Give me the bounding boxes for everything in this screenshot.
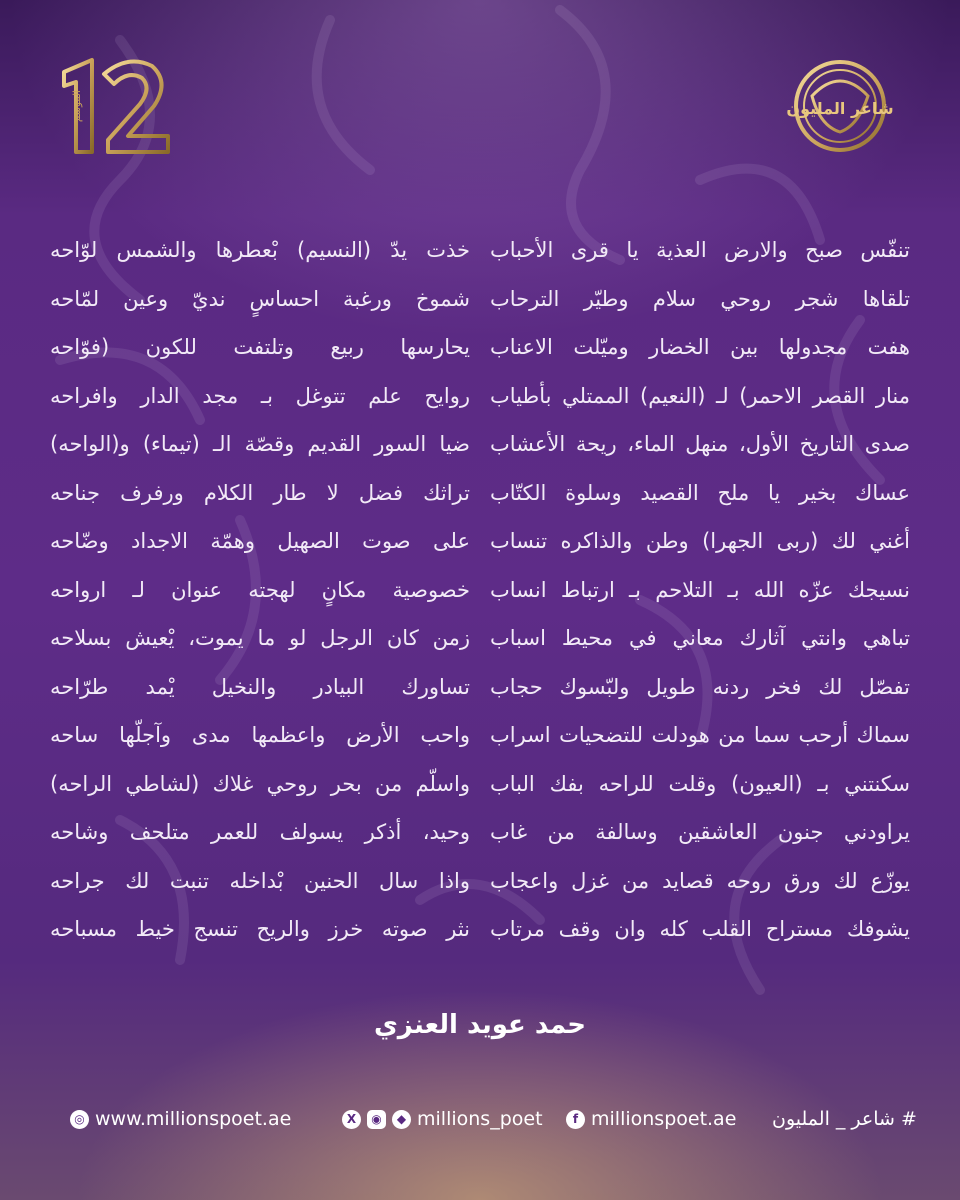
verse-line: على صوت الصهيل وهمّة الاجداد وضّاحه [50, 529, 470, 553]
verse-line: تلقاها شجر روحي سلام وطيّر الترحاب [490, 286, 910, 311]
verse-line: تباهي وانتي آثارك معاني في محيط اسباب [490, 626, 910, 650]
hashtag-text: # شاعر _ المليون [772, 1108, 917, 1130]
social-handle-text: millions_poet [417, 1108, 543, 1130]
facebook-icon: f [566, 1110, 585, 1129]
website-link[interactable] [70, 1108, 291, 1130]
season-label: الموسم [72, 90, 83, 122]
snapchat-icon: ◆ [392, 1110, 411, 1129]
verse-line: سماك أرحب سما من هودلت للتضحيات اسراب [490, 723, 910, 747]
verse-line: تنفّس صبح والارض العذية يا قرى الأحباب [490, 238, 910, 262]
verse-line: صدى التاريخ الأول، منهل الماء، ريحة الأعشاب [490, 432, 910, 456]
verse-line: تفصّل لك فخر ردنه طويل ولبّسوك حجاب [490, 674, 910, 699]
verse-line: روايح علم تتوغل بـ مجد الدار وافراحه [50, 383, 470, 408]
social-handle-link[interactable] [342, 1108, 543, 1130]
season-12-logo [58, 52, 174, 160]
verse-line: تساورك البيادر والنخيل يْمد طرّاحه [50, 674, 470, 699]
verse-line: سكنتني بـ (العيون) وقلت للراحه بفك الباب [490, 771, 910, 796]
verse-line: خذت يدّ (النسيم) بْعطرها والشمس لوّاحه [50, 238, 470, 262]
facebook-text: millionspoet.ae [591, 1108, 737, 1130]
verse-line: هفت مجدولها بين الخضار وميّلت الاعناب [490, 335, 910, 359]
verse-line: يراودني جنون العاشقين وسالفة من غاب [490, 820, 910, 844]
verse-line: ضيا السور القديم وقصّة الـ (تيماء) و(الواحه) [50, 432, 470, 456]
verse-line: يشوفك مستراح القلب كله وان وقف مرتاب [490, 917, 910, 941]
verse-line: وحيد، أذكر يسولف للعمر متلحف وشاحه [50, 820, 470, 844]
verse-line: نسيجك عزّه الله بـ التلاحم بـ ارتباط انساب [490, 577, 910, 602]
verse-line: يحارسها ربيع وتلتفت للكون (فوّاحه [50, 335, 470, 359]
verse-line: عساك بخير يا ملح القصيد وسلوة الكتّاب [490, 480, 910, 505]
verse-line: منار القصر الاحمر) لـ (النعيم) الممتلي بأطياب [490, 383, 910, 408]
verse-line: واسلّم من بحر روحي غلاك (لشاطي الراحه) [50, 771, 470, 796]
show-logo-text: شاعر المليون [786, 99, 894, 118]
poem-right-column [490, 235, 910, 963]
verse-line: خصوصية مكانٍ لهجته عنوان لـ ارواحه [50, 577, 470, 602]
verse-line: واحب الأرض واعظمها مدى وآجلّها ساحه [50, 723, 470, 747]
footer [0, 1108, 960, 1140]
verse-line: يوزّع لك ورق روحه قصايد من غزل واعجاب [490, 868, 910, 893]
globe-icon: ◎ [70, 1110, 89, 1129]
poet-name: حمد عويد العنزي [373, 1010, 587, 1040]
millions-poet-logo [782, 56, 898, 156]
verse-line: نثر صوته خرز والريح تنسج خيط مسباحه [50, 917, 470, 941]
verse-line: أغني لك (ربى الجهرا) وطن والذاكره تنساب [490, 529, 910, 553]
verse-line: تراثك فضل لا طار الكلام ورفرف جناحه [50, 480, 470, 505]
website-text: www.millionspoet.ae [95, 1108, 292, 1130]
hashtag [772, 1108, 917, 1130]
verse-line: شموخ ورغبة احساسٍ نديّ وعين لمّاحه [50, 286, 470, 311]
facebook-link[interactable] [566, 1108, 736, 1130]
verse-line: واذا سال الحنين بْداخله تنبت لك جراحه [50, 868, 470, 893]
verse-line: زمن كان الرجل لو ما يموت، يْعيش بسلاحه [50, 626, 470, 650]
x-icon: X [342, 1110, 361, 1129]
instagram-icon: ◉ [367, 1110, 386, 1129]
poem-left-column [50, 235, 470, 963]
